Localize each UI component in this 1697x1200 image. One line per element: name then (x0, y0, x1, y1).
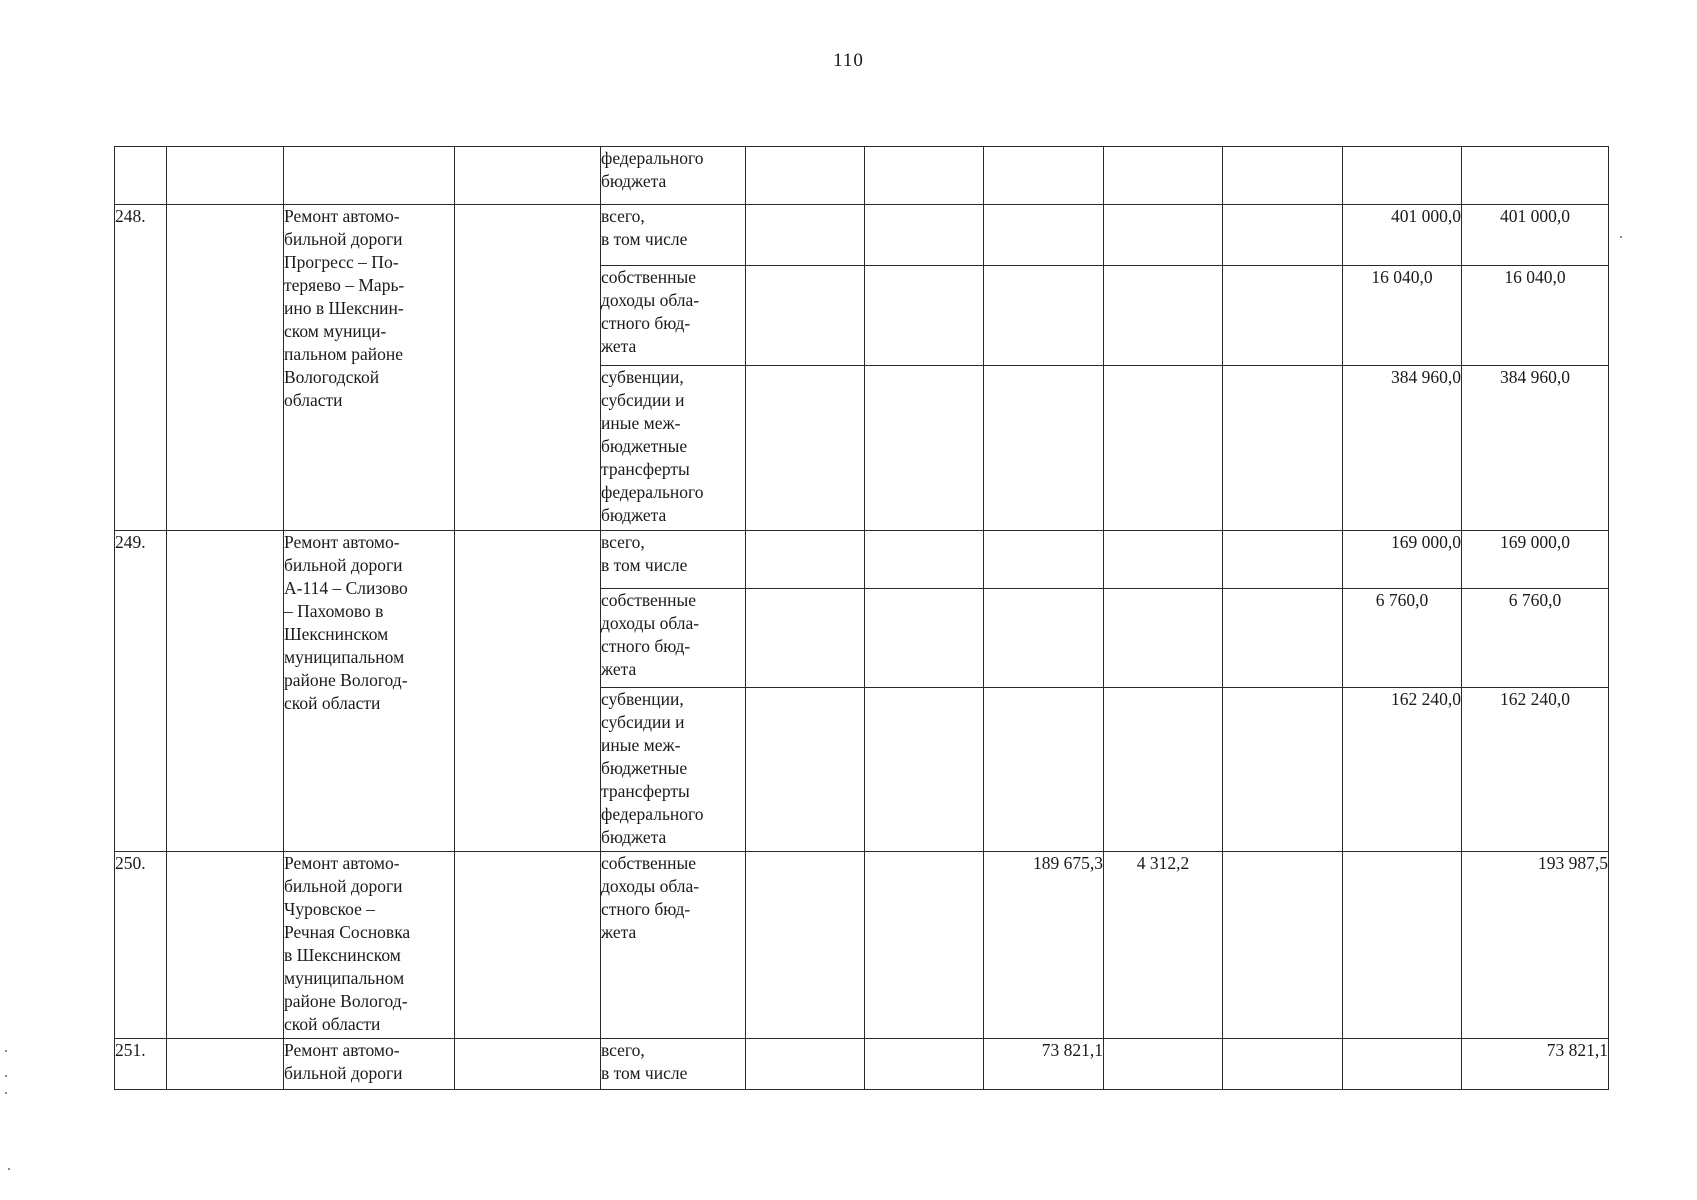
value-cell (865, 205, 984, 266)
funding-source: собственные доходы обла- стного бюд- жета (601, 589, 746, 688)
value-cell (1223, 147, 1343, 205)
value-cell (1104, 688, 1223, 852)
funding-source: собственные доходы обла- стного бюд- жета (601, 852, 746, 1039)
row-number (115, 147, 167, 205)
value-cell (746, 266, 865, 366)
value-cell (1343, 147, 1462, 205)
object-name: Ремонт автомо- бильной дороги Прогресс – По- теряево – Марь- ино в Шекснин- ском муници- пальном районе Вологодской области (284, 205, 455, 531)
value-cell (746, 852, 865, 1039)
value-cell: 162 240,0 (1343, 688, 1462, 852)
value-cell (984, 688, 1104, 852)
value-cell (1223, 688, 1343, 852)
value-cell (746, 147, 865, 205)
value-cell (1223, 366, 1343, 531)
value-cell (865, 531, 984, 589)
empty-cell (455, 1039, 601, 1090)
table-row-continuation (115, 147, 1609, 205)
value-cell: 162 240,0 (1462, 688, 1609, 852)
value-cell (1343, 852, 1462, 1039)
value-cell (1223, 852, 1343, 1039)
value-cell (984, 205, 1104, 266)
value-cell (746, 1039, 865, 1090)
value-cell (1104, 366, 1223, 531)
funding-source: всего, в том числе (601, 205, 746, 266)
value-cell: 384 960,0 (1462, 366, 1609, 531)
object-name (284, 147, 455, 205)
page-number: 110 (833, 50, 864, 71)
value-cell (1223, 1039, 1343, 1090)
funding-source: всего, в том числе (601, 531, 746, 589)
empty-cell (455, 531, 601, 852)
value-cell (984, 531, 1104, 589)
row-number: 249. (115, 531, 167, 852)
value-cell: 384 960,0 (1343, 366, 1462, 531)
value-cell (1223, 589, 1343, 688)
empty-cell (455, 205, 601, 531)
table-row-250 (115, 852, 1609, 1039)
value-cell (984, 266, 1104, 366)
empty-cell (455, 852, 601, 1039)
funding-source: всего, в том числе (601, 1039, 746, 1090)
value-cell (984, 366, 1104, 531)
value-cell (746, 366, 865, 531)
value-cell (865, 688, 984, 852)
value-cell: 189 675,3 (984, 852, 1104, 1039)
value-cell (1104, 1039, 1223, 1090)
object-name: Ремонт автомо- бильной дороги Чуровское – Речная Сосновка в Шекснинском муниципальном районе Вологод- ской области (284, 852, 455, 1039)
value-cell (865, 852, 984, 1039)
row-number: 248. (115, 205, 167, 531)
value-cell (865, 1039, 984, 1090)
funding-source: федерального бюджета (601, 147, 746, 205)
value-cell (1462, 147, 1609, 205)
empty-cell (167, 147, 284, 205)
object-name: Ремонт автомо- бильной дороги А-114 – Слизово – Пахомово в Шекснинском муниципальном районе Вологод- ской области (284, 531, 455, 852)
value-cell (1104, 266, 1223, 366)
value-cell (1104, 589, 1223, 688)
object-name: Ремонт автомо- бильной дороги (284, 1039, 455, 1090)
value-cell (865, 589, 984, 688)
value-cell: 6 760,0 (1462, 589, 1609, 688)
value-cell (865, 147, 984, 205)
scan-speck (8, 1168, 10, 1170)
table-row-248 (115, 205, 1609, 266)
scan-speck (5, 1050, 7, 1052)
value-cell (746, 205, 865, 266)
value-cell: 73 821,1 (1462, 1039, 1609, 1090)
table-row-251 (115, 1039, 1609, 1090)
value-cell (746, 688, 865, 852)
value-cell (865, 366, 984, 531)
scan-speck (1620, 236, 1622, 238)
empty-cell (167, 1039, 284, 1090)
empty-cell (167, 205, 284, 531)
value-cell (1343, 1039, 1462, 1090)
funding-source: субвенции, субсидии и иные меж- бюджетные трансферты федерального бюджета (601, 366, 746, 531)
value-cell (1104, 147, 1223, 205)
scan-speck (5, 1092, 7, 1094)
value-cell (1104, 531, 1223, 589)
funding-source: собственные доходы обла- стного бюд- жета (601, 266, 746, 366)
value-cell: 401 000,0 (1462, 205, 1609, 266)
value-cell (1223, 205, 1343, 266)
empty-cell (167, 852, 284, 1039)
value-cell (1223, 531, 1343, 589)
row-number: 251. (115, 1039, 167, 1090)
value-cell: 169 000,0 (1343, 531, 1462, 589)
value-cell: 16 040,0 (1343, 266, 1462, 366)
budget-table (114, 146, 1609, 1090)
value-cell: 401 000,0 (1343, 205, 1462, 266)
value-cell (1104, 205, 1223, 266)
value-cell: 16 040,0 (1462, 266, 1609, 366)
empty-cell (455, 147, 601, 205)
value-cell: 6 760,0 (1343, 589, 1462, 688)
value-cell (984, 589, 1104, 688)
value-cell: 169 000,0 (1462, 531, 1609, 589)
value-cell (746, 531, 865, 589)
row-number: 250. (115, 852, 167, 1039)
scan-speck (5, 1075, 7, 1077)
value-cell (865, 266, 984, 366)
table-row-249 (115, 531, 1609, 589)
empty-cell (167, 531, 284, 852)
funding-source: субвенции, субсидии и иные меж- бюджетные трансферты федерального бюджета (601, 688, 746, 852)
value-cell (1223, 266, 1343, 366)
value-cell (746, 589, 865, 688)
value-cell: 193 987,5 (1462, 852, 1609, 1039)
value-cell: 73 821,1 (984, 1039, 1104, 1090)
value-cell (984, 147, 1104, 205)
value-cell: 4 312,2 (1104, 852, 1223, 1039)
